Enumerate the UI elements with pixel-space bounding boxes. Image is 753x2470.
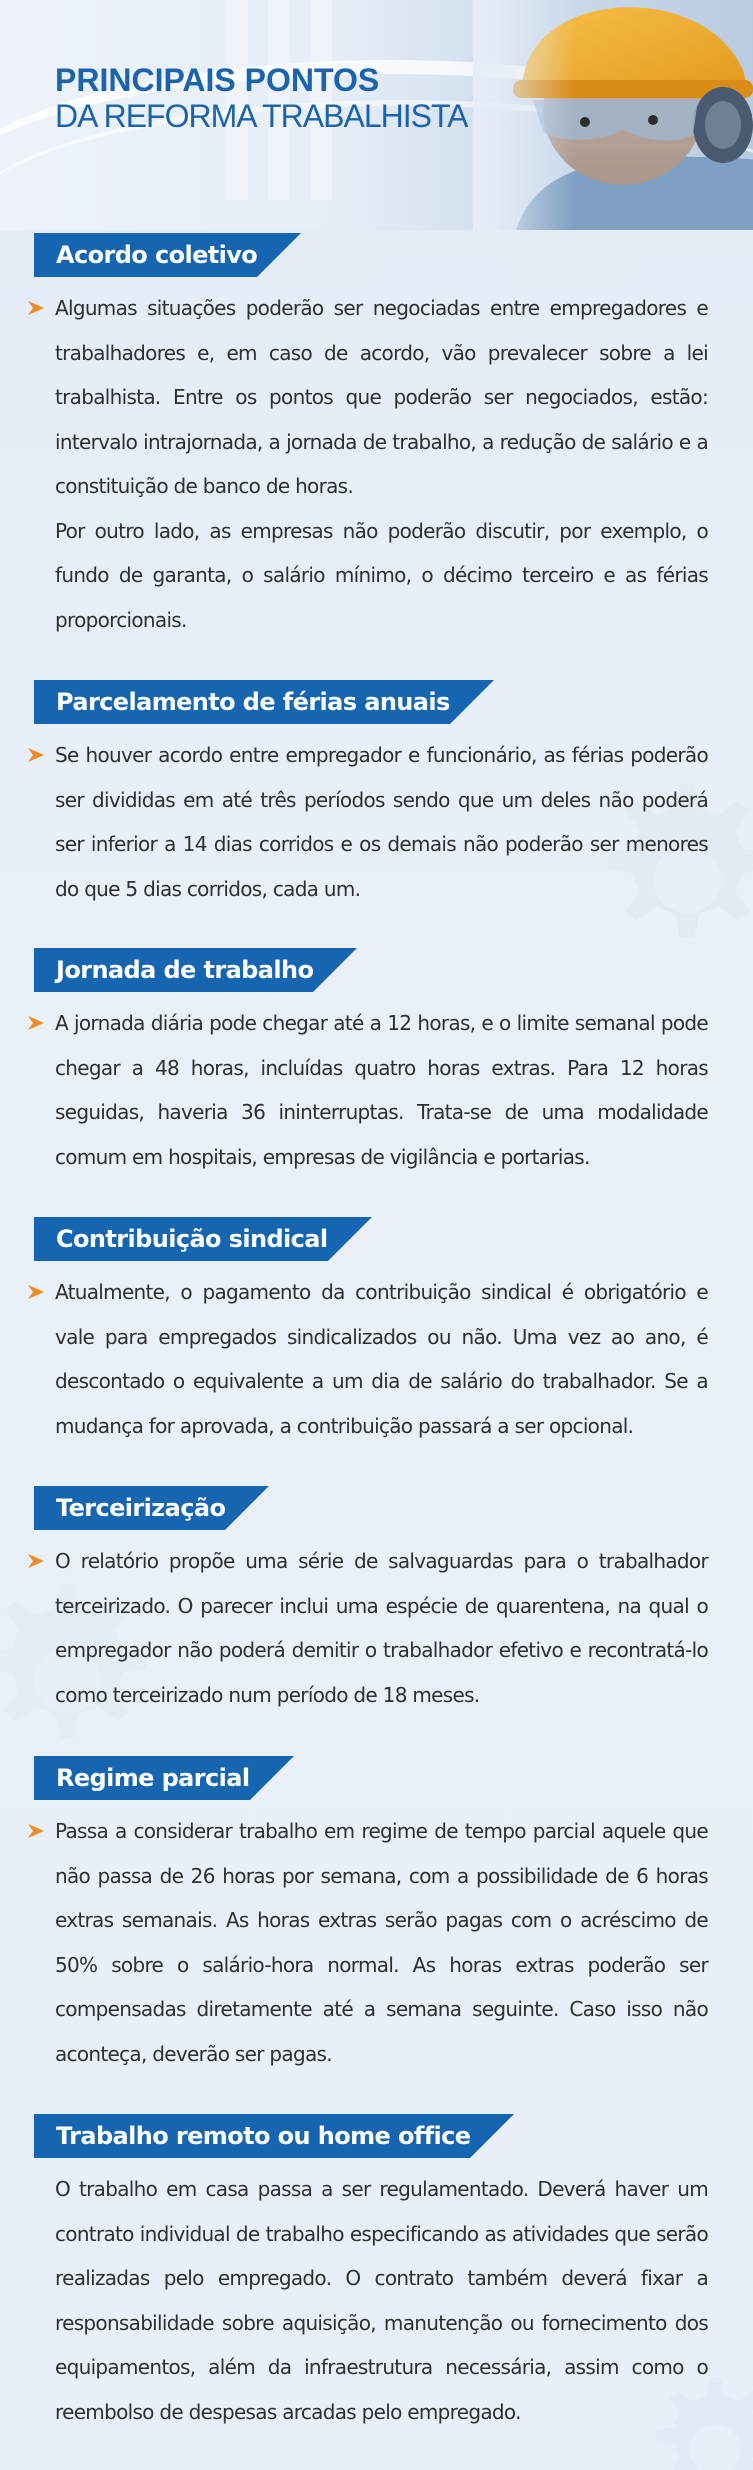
worker-photo-icon bbox=[473, 0, 753, 230]
section-body bbox=[0, 1001, 753, 1179]
section-heading: Jornada de trabalho bbox=[34, 948, 313, 992]
page-title-line2: DA REFORMA TRABALHISTA bbox=[55, 98, 468, 134]
section-paragraph: Se houver acordo entre empregador e funcionário, as férias poderão ser divididas em até três períodos sendo que um deles não poderá ser inferior a 14 dias corridos e os demais não poderão ser menores do que 5 dias corridos, cada um. bbox=[55, 743, 708, 901]
section-heading: Terceirização bbox=[34, 1486, 225, 1530]
section-contribuicao-sindical bbox=[0, 1217, 753, 1448]
section-body bbox=[0, 733, 753, 911]
orange-arrow-icon bbox=[26, 299, 48, 317]
section-paragraph: A jornada diária pode chegar até a 12 horas, e o limite semanal pode chegar a 48 horas, incluídas quatro horas extras. Para 12 horas seguidas, haveria 36 ininterruptas. Trata-se de uma modalidade comum em hospitais, empresas de vigilância e portarias. bbox=[55, 1011, 708, 1169]
section-heading: Regime parcial bbox=[34, 1756, 250, 1800]
section-paragraph: Algumas situações poderão ser negociadas entre empregadores e trabalhadores e, em caso de acordo, vão prevalecer sobre a lei trabalhista. Entre os pontos que poderão ser negociados, estão: intervalo intrajornada, a jornada de trabalho, a redução de salário e a constituição de banco de horas. bbox=[55, 296, 708, 498]
orange-arrow-icon bbox=[26, 1283, 48, 1301]
page-title-line1: PRINCIPAIS PONTOS bbox=[55, 62, 380, 98]
section-paragraph: Por outro lado, as empresas não poderão discutir, por exemplo, o fundo de garanta, o salário mínimo, o décimo terceiro e as férias proporcionais. bbox=[55, 518, 708, 632]
section-heading: Trabalho remoto ou home office bbox=[34, 2114, 470, 2158]
orange-arrow-icon bbox=[26, 1014, 48, 1032]
section-paragraph: O relatório propõe uma série de salvaguardas para o trabalhador terceirizado. O parecer inclui uma espécie de quarentena, na qual o empregador não poderá demitir o trabalhador efetivo e recontratá-lo como terceirizado num período de 18 meses. bbox=[55, 1549, 708, 1707]
section-paragraph: Passa a considerar trabalho em regime de tempo parcial aquele que não passa de 26 horas por semana, com a possibilidade de 6 horas extras semanais. As horas extras serão pagas com o acréscimo de 50% sobre o salário-hora normal. As horas extras poderão ser compensadas diretamente até a semana seguinte. Caso isso não aconteça, deverão ser pagas. bbox=[55, 1819, 708, 2066]
section-paragraph: O trabalho em casa passa a ser regulamentado. Deverá haver um contrato individual de trabalho especificando as atividades que serão realizadas pelo empregado. O contrato também deverá fixar a responsabilidade sobre aquisição, manutenção ou fornecimento dos equipamentos, além da infraestrutura necessária, assim como o reembolso de despesas arcadas pelo empregado. bbox=[55, 2177, 708, 2424]
page-title bbox=[55, 62, 467, 134]
section-body bbox=[0, 1539, 753, 1717]
section-body bbox=[0, 1270, 753, 1448]
orange-arrow-icon bbox=[26, 1822, 48, 1840]
section-heading: Acordo coletivo bbox=[34, 233, 257, 277]
section-body bbox=[0, 2167, 753, 2434]
orange-arrow-icon bbox=[26, 1552, 48, 1570]
section-body bbox=[0, 286, 753, 642]
section-paragraph: Atualmente, o pagamento da contribuição sindical é obrigatório e vale para empregados sindicalizados ou não. Uma vez ao ano, é descontado o equivalente a um dia de salário do trabalhador. Se a mudança for aprovada, a contribuição passará a ser opcional. bbox=[55, 1280, 708, 1438]
section-trabalho-remoto bbox=[0, 2114, 753, 2434]
section-jornada-trabalho bbox=[0, 948, 753, 1179]
section-parcelamento-ferias bbox=[0, 680, 753, 911]
section-regime-parcial bbox=[0, 1756, 753, 2076]
section-body bbox=[0, 1809, 753, 2076]
section-terceirizacao bbox=[0, 1486, 753, 1717]
section-acordo-coletivo bbox=[0, 233, 753, 642]
hero-banner bbox=[0, 0, 753, 230]
section-heading: Contribuição sindical bbox=[34, 1217, 328, 1261]
section-heading: Parcelamento de férias anuais bbox=[34, 680, 450, 724]
orange-arrow-icon bbox=[26, 746, 48, 764]
